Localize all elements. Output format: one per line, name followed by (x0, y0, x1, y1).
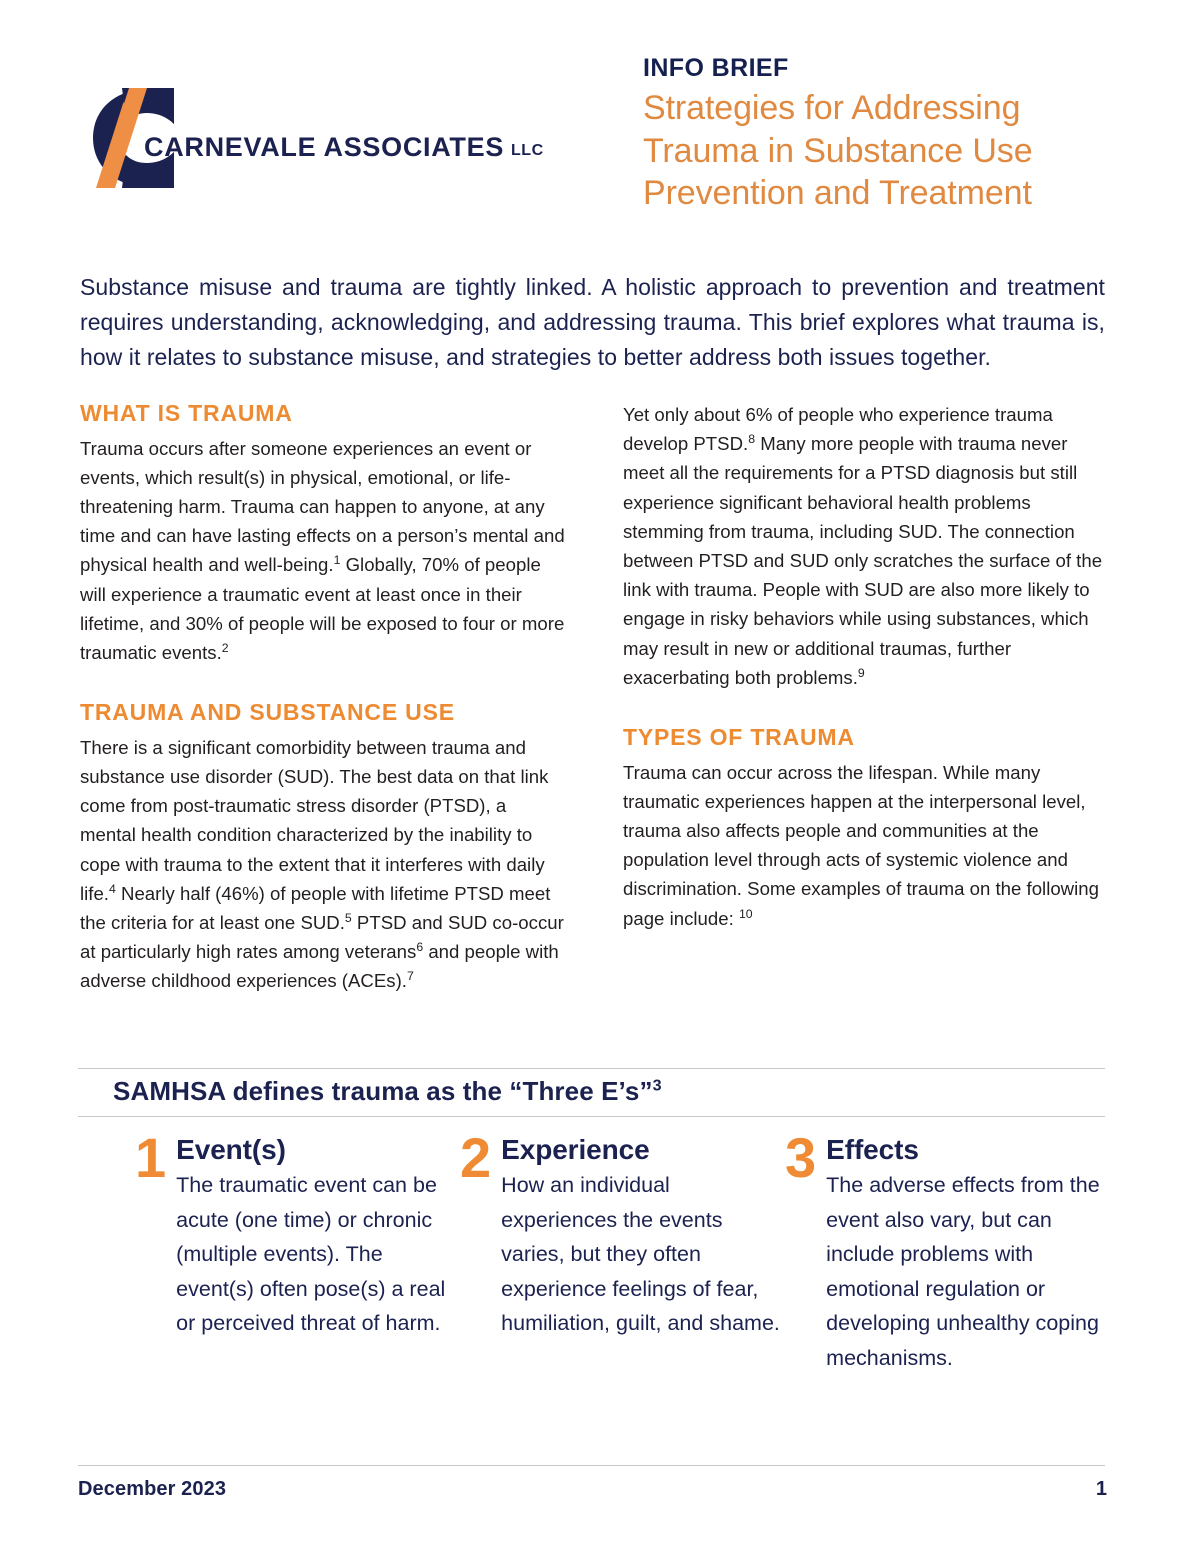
body-columns (80, 400, 1110, 996)
section-heading-types-of-trauma: TYPES OF TRAUMA (623, 724, 855, 751)
footnote-ref-1: 1 (333, 553, 341, 568)
paragraph-trauma-and-substance-use (80, 733, 567, 996)
logo-llc-suffix: LLC (511, 142, 544, 159)
three-es-heading (113, 1076, 662, 1107)
card-title: Experience (501, 1134, 650, 1165)
right-column (623, 400, 1110, 996)
spacer (80, 667, 567, 699)
text-run: Trauma occurs after someone experiences an event or events, which result(s) in physical, emotional, or life-threatening harm. Trauma can happen to anyone, at any time and can have lasting effects on a person’s mental and physical health and well-being. (80, 437, 565, 576)
text-run: Yet only about 6% of people who experience trauma develop PTSD. (623, 404, 1053, 455)
footnote-ref-7: 7 (406, 969, 414, 984)
footnote-ref-5: 5 (344, 910, 352, 925)
three-es-cards (135, 1126, 1110, 1375)
three-es-heading-text: SAMHSA defines trauma as the “Three E’s” (113, 1076, 653, 1106)
divider-top (78, 1068, 1105, 1069)
footer-date: December 2023 (78, 1478, 227, 1500)
card-title: Event(s) (176, 1134, 286, 1165)
card-body (176, 1134, 460, 1341)
text-run: Many more people with trauma never meet all the requirements for a PTSD diagnosis but still experience significant behavioral health problems stemming from trauma, including SUD. The connection between PTSD and SUD only scratches the surface of the link with trauma. People with SUD are also more likely to engage in risky behaviors while using substances, which may result in new or additional traumas, further exacerbating both problems. (623, 433, 1103, 688)
text-run: Trauma can occur across the lifespan. While many traumatic experiences happen at the interpersonal level, trauma also affects people and communities at the population level through acts of systemic violence and discrimination. Some examples of trauma on the following page include: (623, 761, 1099, 929)
section-heading-what-is-trauma: WHAT IS TRAUMA (80, 400, 293, 426)
footer-page-number: 1 (1095, 1478, 1107, 1500)
card-text: The adverse effects from the event also vary, but can include problems with emotional regulation or developing unhealthy coping mechanisms. (826, 1173, 1100, 1370)
footnote-ref-6: 6 (416, 940, 424, 955)
page-header (0, 0, 1200, 238)
text-run: There is a significant comorbidity between trauma and substance use disorder (SUD). The best data on that link come from post-traumatic stress disorder (PTSD), a mental health condition characterized by the inability to cope with trauma to the extent that it interferes with daily life. (80, 736, 549, 904)
logo-wordmark (144, 132, 544, 163)
divider-middle (78, 1116, 1105, 1117)
paragraph-ptsd-continued (623, 400, 1110, 692)
paragraph-types-of-trauma (623, 758, 1110, 933)
card-number: 3 (785, 1126, 817, 1189)
intro-paragraph: Substance misuse and trauma are tightly linked. A holistic approach to prevention and treatment requires understanding, acknowledging, and addressing trauma. This brief explores what trauma is, how it relates to substance misuse, and strategies to better address both issues together. (80, 274, 1105, 370)
card-body (826, 1134, 1110, 1375)
three-es-card (460, 1126, 785, 1375)
footnote-ref-4: 4 (109, 881, 116, 896)
card-title: Effects (826, 1134, 919, 1165)
logo-company-name: CARNEVALE ASSOCIATES (144, 132, 505, 162)
paragraph-what-is-trauma (80, 434, 567, 668)
card-number: 2 (460, 1126, 492, 1189)
left-column (80, 400, 567, 996)
text-run: and people with adverse childhood experiences (ACEs). (80, 941, 559, 992)
text-run: Nearly half (46%) of people with lifetime PTSD meet the criteria for at least one SUD. (80, 882, 551, 934)
document-kicker: INFO BRIEF (643, 54, 789, 82)
text-run: Globally, 70% of people will experience a traumatic event at least once in their lifetime, and 30% of people will be exposed to four or more traumatic events. (80, 554, 565, 664)
footnote-ref-10: 10 (738, 906, 753, 921)
footnote-ref-2: 2 (221, 640, 229, 655)
spacer (623, 692, 1110, 724)
three-es-card (135, 1126, 460, 1375)
title-block (643, 55, 1113, 215)
footnote-ref-3: 3 (652, 1076, 662, 1095)
section-heading-trauma-and-substance-use: TRAUMA AND SUBSTANCE USE (80, 699, 455, 726)
footnote-ref-9: 9 (857, 665, 865, 680)
card-number: 1 (135, 1126, 167, 1189)
card-text: How an individual experiences the events varies, but they often experience feelings of fear, humiliation, guilt, and shame. (501, 1173, 780, 1335)
card-text: The traumatic event can be acute (one time) or chronic (multiple events). The event(s) often pose(s) a real or perceived threat of harm. (176, 1173, 446, 1335)
three-es-card (785, 1126, 1110, 1375)
page-title: Strategies for Addressing Trauma in Substance Use Prevention and Treatment (643, 89, 1033, 213)
text-run: PTSD and SUD co-occur at particularly high rates among veterans (80, 912, 564, 963)
company-logo (88, 88, 544, 198)
divider-footer (78, 1465, 1105, 1466)
footnote-ref-8: 8 (748, 432, 756, 447)
card-body (501, 1134, 785, 1341)
